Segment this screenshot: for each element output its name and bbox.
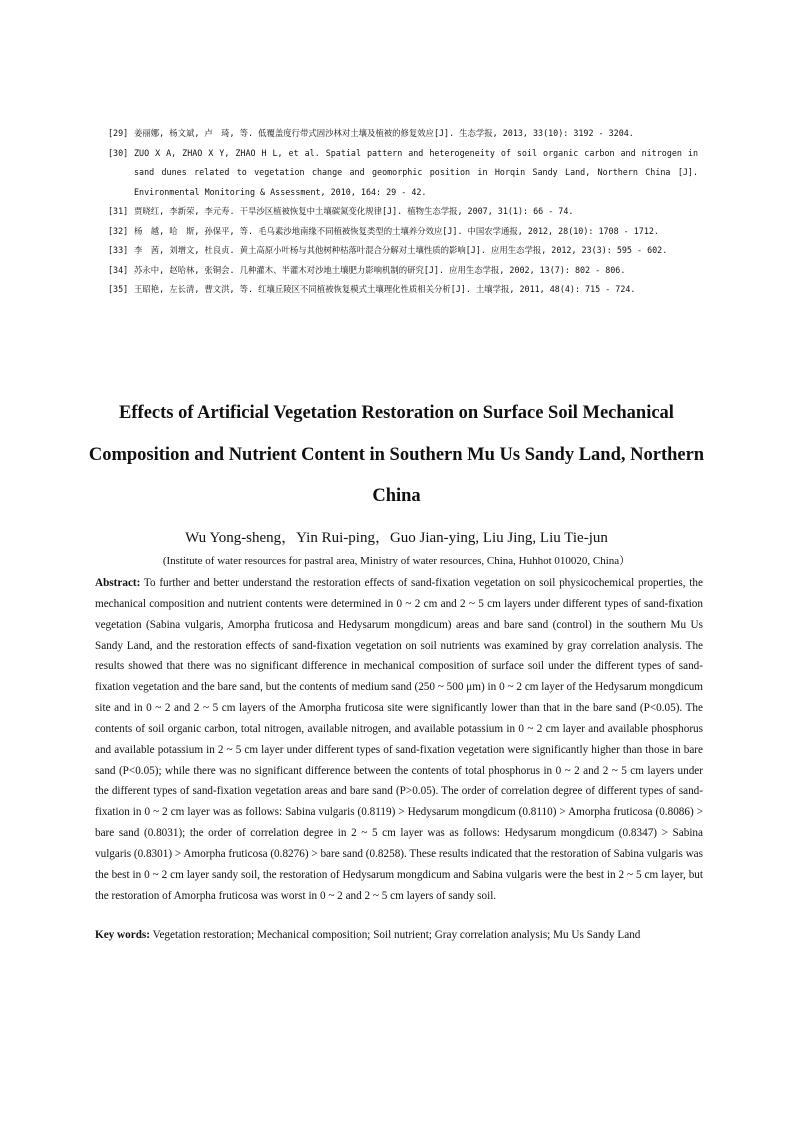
reference-item	[108, 124, 698, 144]
reference-text: ZUO X A, ZHAO X Y, ZHAO H L, et al. Spatial pattern and heterogeneity of soil organic carbon and nitrogen in sand dunes related to vegetation change and geomorphic position in Horqin Sandy Land, Northern China [J]. Environmental Monitoring & Assessment, 2010, 164: 29 - 42.	[134, 147, 698, 197]
reference-number: [29]	[108, 128, 129, 138]
reference-item	[108, 241, 698, 261]
reference-item	[108, 280, 698, 300]
reference-text: 李 茜, 刘增文, 杜良贞. 黄土高原小叶杨与其他树种枯落叶混合分解对土壤性质的影响[J]. 应用生态学报, 2012, 23(3): 595 - 602.	[134, 245, 668, 255]
reference-number: [35]	[108, 284, 129, 294]
reference-list	[108, 124, 698, 300]
abstract-paragraph	[95, 573, 703, 907]
keywords-paragraph	[95, 925, 703, 945]
reference-number: [30]	[108, 147, 129, 158]
reference-number: [33]	[108, 245, 129, 255]
paper-title: Effects of Artificial Vegetation Restoration on Surface Soil Mechanical Composition and Nutrient Content in Southern Mu Us Sandy Land, Northern China	[88, 403, 705, 506]
abstract-label: Abstract:	[95, 577, 141, 589]
reference-item	[108, 261, 698, 281]
reference-item	[108, 202, 698, 222]
paper-affiliation: (Institute of water resources for pastral area, Ministry of water resources, China, Huhhot 010020, China）	[162, 555, 631, 567]
reference-text: 姜丽娜, 杨文斌, 卢 琦, 等. 低覆盖度行带式固沙林对土壤及植被的修复效应[J]. 生态学报, 2013, 33(10): 3192 - 3204.	[134, 128, 634, 138]
keywords-label: Key words:	[95, 929, 150, 941]
reference-text: 苏永中, 赵哈林, 张铜会. 几种灌木、半灌木对沙地土壤肥力影响机制的研究[J]. 应用生态学报, 2002, 13(7): 802 - 806.	[134, 264, 626, 275]
paper-authors: Wu Yong-sheng，Yin Rui-ping，Guo Jian-ying, Liu Jing, Liu Tie-jun	[185, 530, 608, 546]
reference-item	[108, 144, 698, 203]
reference-number: [31]	[108, 206, 129, 216]
reference-number: [34]	[108, 264, 129, 275]
reference-text: 杨 越, 哈 斯, 孙保平, 等. 毛乌素沙地南缘不同植被恢复类型的土壤养分效应[J]. 中国农学通报, 2012, 28(10): 1708 - 1712.	[134, 225, 659, 236]
abstract-text: To further and better understand the restoration effects of sand-fixation vegetation on soil physicochemical properties, the mechanical composition and nutrient contents were determined in 0 ~ 2 cm and 2 ~ 5 cm layers under different types of sand-fixation vegetation (Sabina vulgaris, Amorpha fruticosa and Hedysarum mongdicum) areas and bare sand (control) in the southern Mu Us Sandy Land, and the restoration effects of sand-fixation vegetation on soil nutrients was examined by gray correlation analysis. The results showed that there was no significant difference in mechanical composition of surface soil under the different types of sand-fixation vegetation and the bare sand, but the contents of medium sand (250 ~ 500 μm) in 0 ~ 2 cm layer of the Hedysarum mongdicum site and in 0 ~ 2 and 2 ~ 5 cm layers of the Amorpha fruticosa site were significantly lower than that in the bare sand (P<0.05). The contents of soil organic carbon, total nitrogen, available nitrogen, and available potassium in 0 ~ 2 cm layer and available phosphorus and available potassium in 2 ~ 5 cm layer under different types of sand-fixation vegetation were significantly higher than those in bare sand (P<0.05); while there was no significant difference between the contents of total phosphorus in 0 ~ 2 and 2 ~ 5 cm layers under the different types of sand-fixation vegetation areas and bare sand (P>0.05). The order of correlation degree of different types of sand-fixation in 0 ~ 2 cm layer was as follows: Sabina vulgaris (0.8119) > Hedysarum mongdicum (0.8110) > Amorpha fruticosa (0.8086) > bare sand (0.8031); the order of correlation degree in 2 ~ 5 cm layer was as follows: Hedysarum mongdicum (0.8347) > Sabina vulgaris (0.8301) > Amorpha fruticosa (0.8276) > bare sand (0.8258). These results indicated that the restoration of Sabina vulgaris was the best in 0 ~ 2 cm layer sandy soil, the restoration of Hedysarum mongdicum and Sabina vulgaris were the best in 2 ~ 5 cm layer, but the restoration of Amorpha fruticosa was worst in 0 ~ 2 and 2 ~ 5 cm layers of sandy soil.	[95, 577, 703, 902]
reference-text: 王昭艳, 左长清, 曹文洪, 等. 红壤丘陵区不同植被恢复模式土壤理化性质相关分析[J]. 土壤学报, 2011, 48(4): 715 - 724.	[134, 284, 636, 294]
reference-number: [32]	[108, 225, 129, 236]
reference-text: 贾晓红, 李新荣, 李元寿. 干旱沙区植被恢复中土壤碳氮变化规律[J]. 植物生态学报, 2007, 31(1): 66 - 74.	[134, 206, 574, 216]
keywords-text: Vegetation restoration; Mechanical composition; Soil nutrient; Gray correlation analysis; Mu Us Sandy Land	[152, 929, 641, 941]
reference-item	[108, 222, 698, 242]
